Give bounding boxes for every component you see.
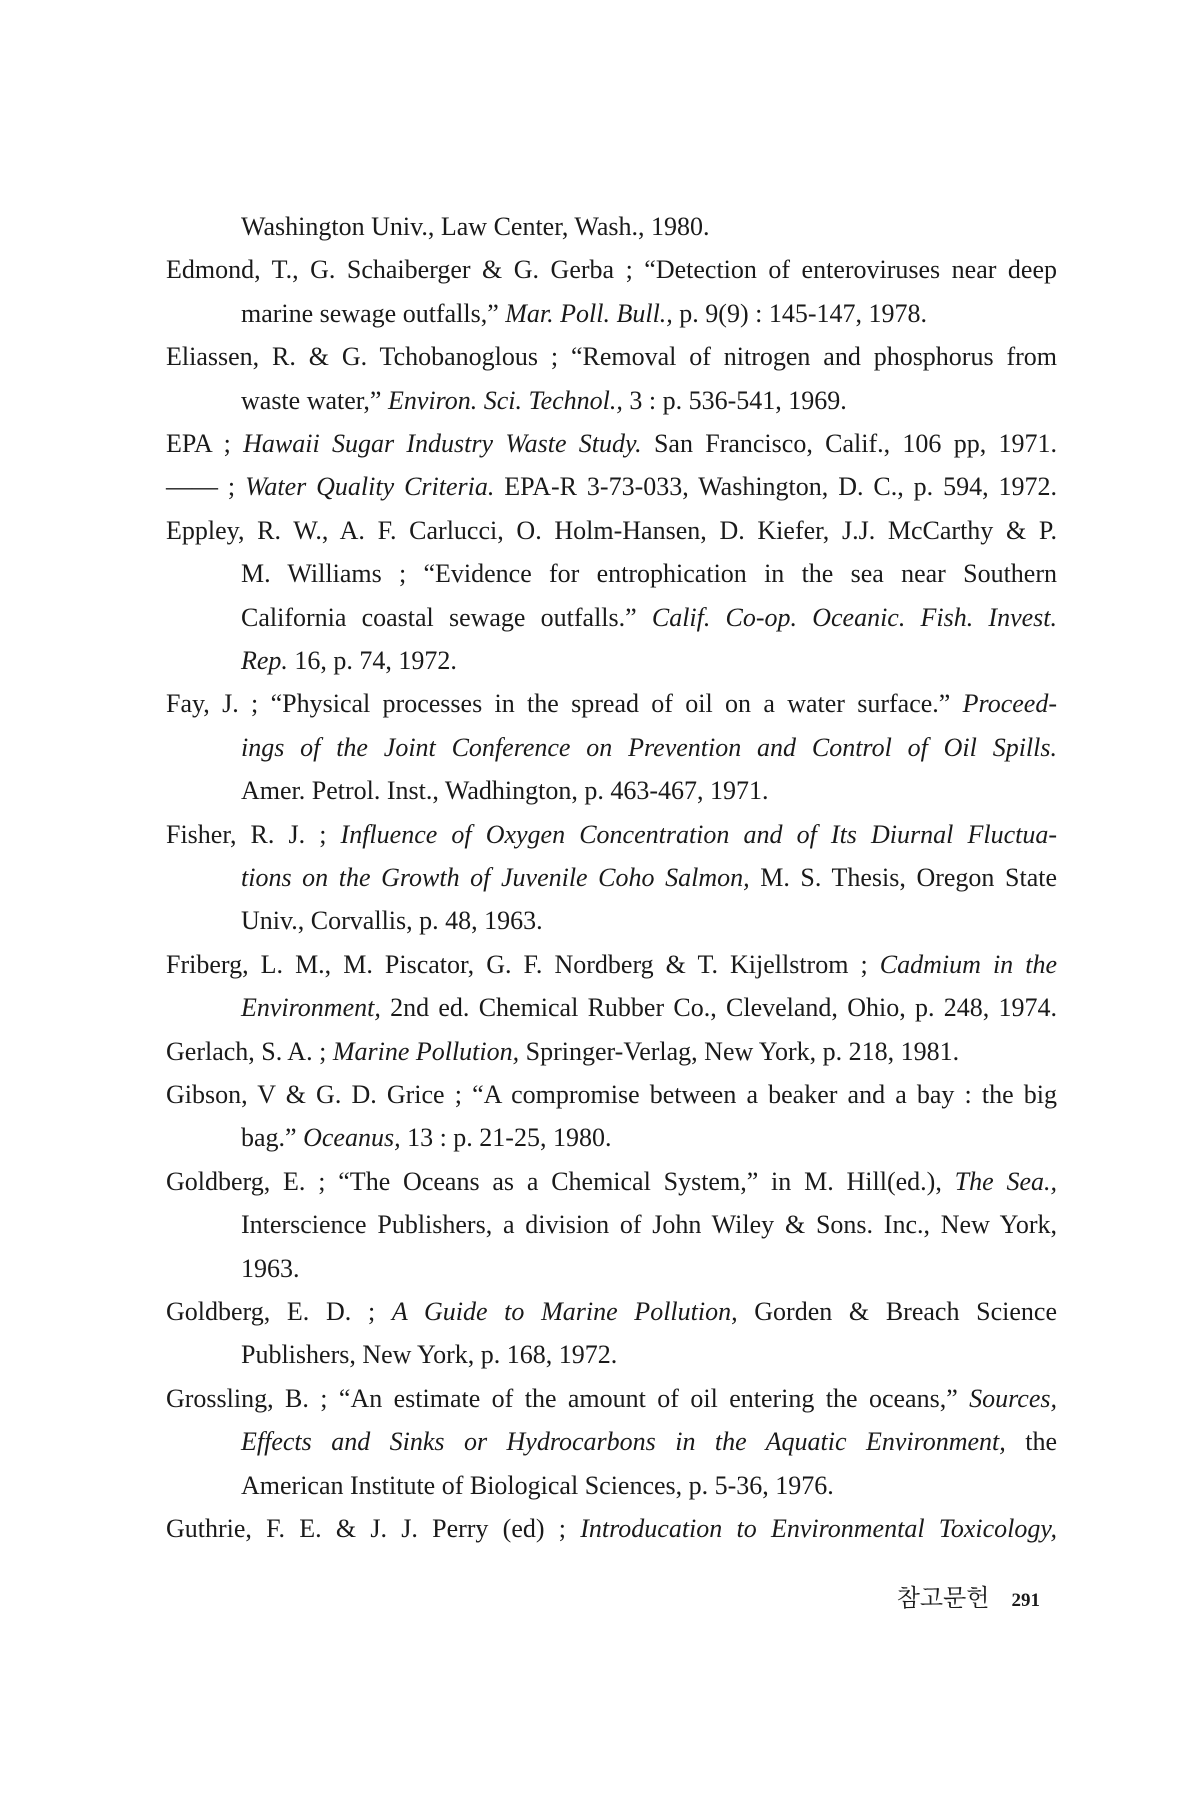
reference-entry-line (166, 950, 1057, 980)
text-segment: Eppley, R. W., A. F. Carlucci, O. Holm-Hansen, D. Kiefer, J.J. McCarthy & P. (166, 515, 1057, 545)
italic-title: Effects and Sinks or Hydrocarbons in the Aquatic Environment, (241, 1427, 1006, 1457)
text-segment: Goldberg, E. D. ; (166, 1297, 392, 1326)
text-segment: —— ; (166, 472, 246, 502)
text-segment: bag.” (241, 1123, 304, 1153)
text-segment: M. Williams ; “Evidence for entrophication in the sea near Southern (241, 559, 1057, 589)
text-segment: waste water,” (241, 385, 388, 415)
italic-title: Influence of Oxygen Concentration and of Its Diurnal Fluctua- (340, 819, 1057, 849)
italic-title: Calif. Co-op. Oceanic. Fish. Invest. (651, 602, 1058, 632)
text-segment: California coastal sewage outfalls.” (241, 602, 652, 632)
italic-title: ings of the Joint Conference on Prevention and Control of Oil Spills. (241, 732, 1057, 762)
text-segment: Grossling, B. ; “An estimate of the amount of oil entering the oceans,” (166, 1383, 970, 1413)
text-segment: Gibson, V & G. D. Grice ; “A compromise between a beaker and a bay : the big (166, 1080, 1057, 1109)
text-segment: EPA-R 3-73-033, Washington, D. C., p. 594, 1972. (494, 472, 1057, 502)
reference-continuation-line (241, 1340, 1057, 1370)
reference-entry-line (166, 472, 1057, 502)
reference-entry-line (166, 342, 1057, 372)
reference-continuation-line (241, 733, 1057, 763)
text-segment: M. S. Thesis, Oregon State (749, 863, 1057, 892)
reference-entry-line (166, 516, 1057, 546)
running-header-section: 참고문헌 (896, 1586, 990, 1612)
text-segment: Publishers, New York, p. 168, 1972. (241, 1340, 618, 1370)
text-segment: Gorden & Breach Science (737, 1297, 1057, 1326)
italic-title: The Sea., (954, 1166, 1057, 1196)
text-segment: EPA ; (166, 429, 244, 458)
italic-title: Mar. Poll. Bull., (505, 298, 673, 328)
reference-entry-line (166, 1167, 1057, 1197)
reference-continuation-line (241, 299, 1057, 329)
text-segment: San Francisco, Calif., 106 pp, 1971. (641, 429, 1057, 458)
text-segment: Fisher, R. J. ; (166, 819, 341, 849)
italic-title: tions on the Growth of Juvenile Coho Salmon, (241, 863, 750, 892)
text-segment: 13 : p. 21-25, 1980. (400, 1123, 612, 1153)
text-segment: Guthrie, F. E. & J. J. Perry (ed) ; (166, 1514, 581, 1543)
reference-entry-line (166, 1514, 1057, 1544)
reference-entry-line (166, 1080, 1057, 1110)
reference-continuation-line (241, 863, 1057, 893)
text-segment: Goldberg, E. ; “The Oceans as a Chemical System,” in M. Hill(ed.), (166, 1166, 955, 1196)
reference-entry-line (166, 1037, 1057, 1067)
reference-continuation-line (241, 212, 1057, 242)
text-segment: Fay, J. ; “Physical processes in the spread of oil on a water surface.” (166, 689, 963, 719)
text-segment: marine sewage outfalls,” (241, 298, 506, 328)
italic-title: Environ. Sci. Technol., (387, 385, 623, 415)
italic-title: Water Quality Criteria. (245, 472, 495, 502)
text-segment: 1963. (241, 1253, 300, 1283)
italic-title: Sources, (969, 1383, 1057, 1413)
italic-title: Oceanus, (303, 1123, 401, 1153)
italic-title: Environment, (241, 993, 381, 1023)
reference-continuation-line (241, 386, 1057, 416)
reference-entry-line (166, 820, 1057, 850)
text-segment: p. 9(9) : 145-147, 1978. (672, 298, 927, 328)
reference-continuation-line (241, 1210, 1057, 1240)
italic-title: Hawaii Sugar Industry Waste Study. (243, 429, 642, 458)
text-segment: Univ., Corvallis, p. 48, 1963. (241, 906, 543, 936)
text-segment: Amer. Petrol. Inst., Wadhington, p. 463-467, 1971. (241, 776, 769, 806)
page-number: 291 (1011, 1590, 1040, 1611)
text-segment: Interscience Publishers, a division of John Wiley & Sons. Inc., New York, (241, 1210, 1057, 1240)
text-segment: Friberg, L. M., M. Piscator, G. F. Nordberg & T. Kijellstrom ; (166, 949, 880, 979)
reference-continuation-line (241, 776, 1057, 806)
italic-title: Proceed- (962, 689, 1057, 719)
text-segment: Washington Univ., Law Center, Wash., 1980. (241, 212, 710, 241)
italic-title: Cadmium in the (879, 949, 1058, 979)
reference-continuation-line (241, 1254, 1057, 1284)
reference-entry-line (166, 1384, 1057, 1414)
text-segment: 3 : p. 536-541, 1969. (622, 385, 847, 415)
reference-continuation-line (241, 993, 1057, 1023)
reference-continuation-line (241, 646, 1057, 676)
reference-continuation-line (241, 1471, 1057, 1501)
italic-title: Introducation to Environmental Toxicology, (580, 1514, 1057, 1543)
reference-continuation-line (241, 1427, 1057, 1457)
italic-title: Rep. (241, 646, 288, 675)
page-footer (897, 1578, 1040, 1613)
reference-continuation-line (241, 906, 1057, 936)
reference-entry-line (166, 429, 1057, 459)
text-segment: 2nd ed. Chemical Rubber Co., Cleveland, Ohio, p. 248, 1974. (380, 993, 1057, 1023)
text-segment: Eliassen, R. & G. Tchobanoglous ; “Removal of nitrogen and phosphorus from (166, 342, 1057, 372)
reference-continuation-line (241, 603, 1057, 633)
text-segment: Gerlach, S. A. ; (166, 1036, 333, 1066)
reference-continuation-line (241, 559, 1057, 589)
text-segment: Edmond, T., G. Schaiberger & G. Gerba ; “Detection of enteroviruses near deep (166, 255, 1057, 285)
italic-title: Marine Pollution, (332, 1036, 520, 1066)
text-segment: 16, p. 74, 1972. (287, 646, 457, 675)
italic-title: A Guide to Marine Pollution, (391, 1297, 738, 1326)
reference-continuation-line (241, 1123, 1057, 1153)
reference-entry-line (166, 689, 1057, 719)
text-segment: Springer-Verlag, New York, p. 218, 1981. (519, 1036, 960, 1066)
reference-entry-line (166, 1297, 1057, 1327)
text-segment: the (1005, 1427, 1057, 1457)
reference-entry-line (166, 255, 1057, 285)
text-segment: American Institute of Biological Sciences, p. 5-36, 1976. (241, 1470, 834, 1500)
